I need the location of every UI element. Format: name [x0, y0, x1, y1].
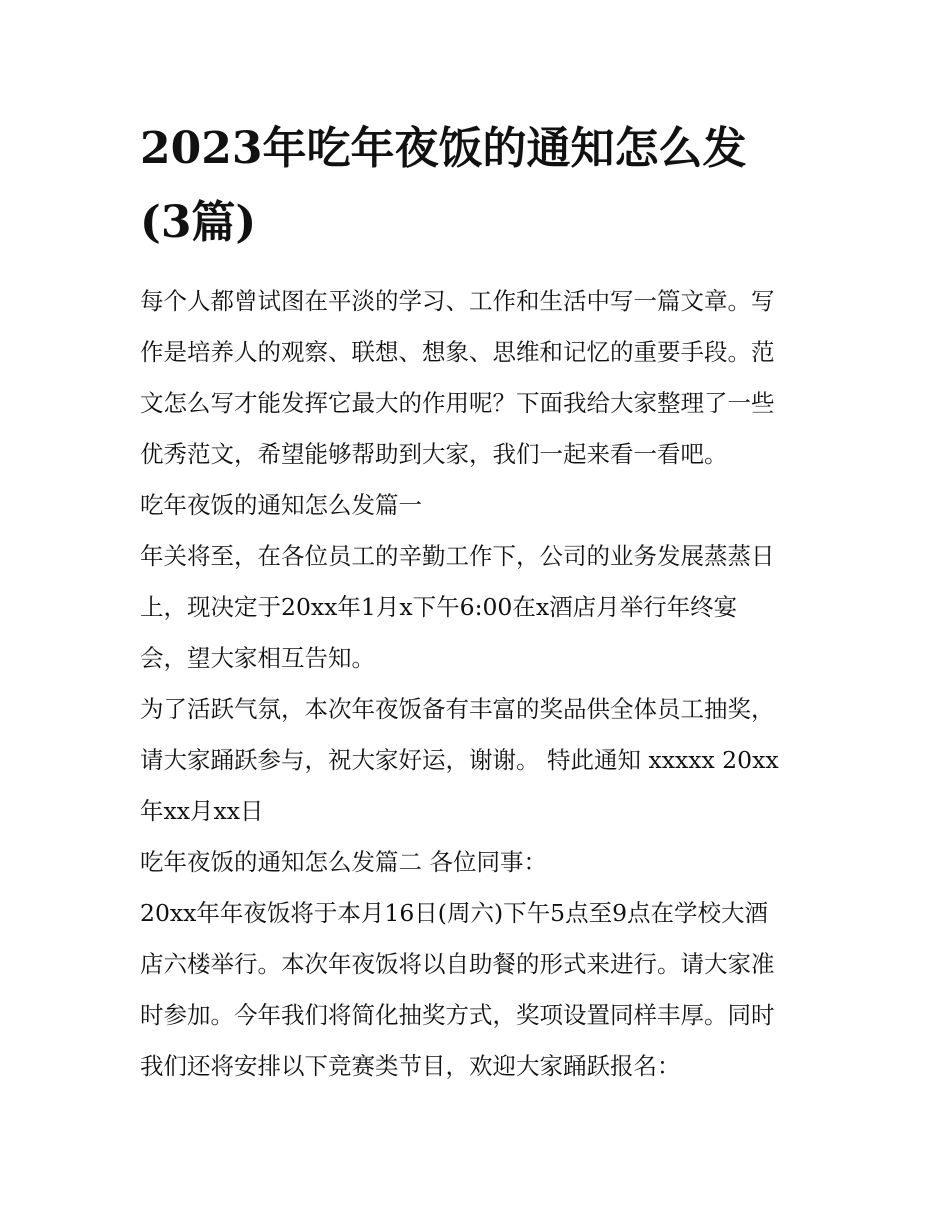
body-line: 文怎么写才能发挥它最大的作用呢？下面我给大家整理了一些	[140, 389, 775, 417]
body-line: 上，现决定于20xx年1月x下午6:00在x酒店月举行年终宴	[140, 593, 738, 621]
title-line-1: 2023年吃年夜饭的通知怎么发	[140, 123, 747, 174]
section-heading-1: 吃年夜饭的通知怎么发篇一	[140, 491, 422, 519]
body-line: 作是培养人的观察、联想、想象、思维和记忆的重要手段。范	[140, 338, 775, 366]
body-line: 20xx年年夜饭将于本月16日(周六)下午5点至9点在学校大酒	[140, 899, 769, 927]
body-line: 年xx月xx日	[140, 797, 264, 825]
section-heading-2: 吃年夜饭的通知怎么发篇二 各位同事：	[140, 848, 547, 876]
body-line: 时参加。今年我们将简化抽奖方式，奖项设置同样丰厚。同时	[140, 1001, 775, 1029]
document-title	[140, 112, 820, 260]
body-line: 请大家踊跃参与，祝大家好运，谢谢。 特此通知 xxxxx 20xx	[140, 746, 779, 774]
body-line: 我们还将安排以下竞赛类节目，欢迎大家踊跃报名：	[140, 1052, 681, 1080]
document-body	[140, 276, 816, 1092]
body-line: 店六楼举行。本次年夜饭将以自助餐的形式来进行。请大家准	[140, 950, 775, 978]
body-line: 年关将至，在各位员工的辛勤工作下，公司的业务发展蒸蒸日	[140, 542, 775, 570]
body-line: 会，望大家相互告知。	[140, 644, 375, 672]
body-line: 每个人都曾试图在平淡的学习、工作和生活中写一篇文章。写	[140, 287, 775, 315]
title-line-2: (3篇)	[140, 197, 257, 248]
body-line: 优秀范文，希望能够帮助到大家，我们一起来看一看吧。	[140, 440, 728, 468]
body-line: 为了活跃气氛，本次年夜饭备有丰富的奖品供全体员工抽奖，	[140, 695, 775, 723]
